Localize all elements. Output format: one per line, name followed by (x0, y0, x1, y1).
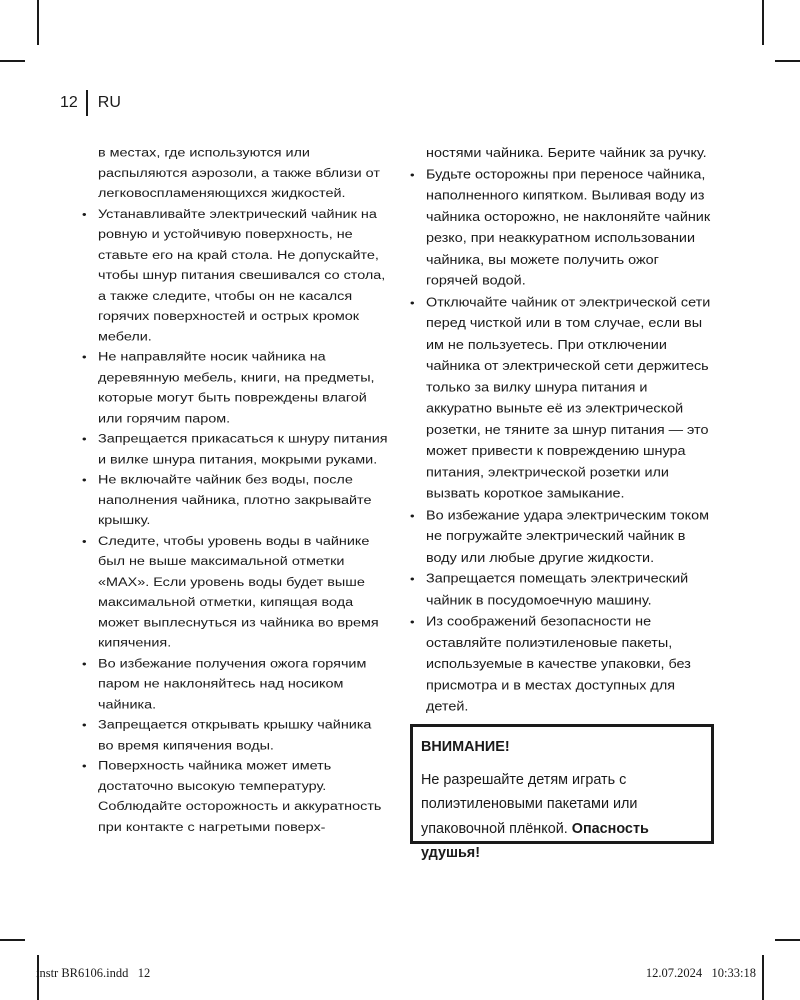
danger-note: Опасность удушья! (421, 820, 649, 861)
list-item: • Отключайте чайник от электрической сети перед чисткой или в том случае, если вы им не пользуетесь. При отключении чайника от электрической сети держитесь только за вилку шнура питания и аккуратно выньте её из электрической розетки, не тяните за шнур питания — это может привести к повреждению шнура питания, электрической розетки или вызвать короткое замыкание. (426, 292, 714, 505)
warning-message: Не разрешайте детям играть с полиэтиленовыми пакетами или упаковочной плёнкой. (421, 771, 638, 837)
list-item: • Будьте осторожны при переносе чайника, наполненного кипятком. Выливая воду из чайника осторожно, не наклоняйте чайник резко, при неаккуратном использовании чайника, вы можете получить ожог горячей водой. (426, 164, 714, 292)
list-item: • Во избежание удара электрическим током не погружайте электрический чайник в воду или любые другие жидкости. (426, 505, 714, 569)
safety-list-right (426, 164, 714, 718)
list-item: • Запрещается помещать электрический чайник в посудомоечную машину. (426, 569, 714, 612)
page-header (60, 90, 121, 116)
warning-box (410, 724, 714, 861)
list-item: • Не включайте чайник без воды, после наполнения чайника, плотно закрывайте крышку. (98, 470, 390, 531)
warning-title: ВНИМАНИЕ! (421, 739, 510, 755)
crop-mark (762, 0, 764, 45)
list-item: • Запрещается прикасаться к шнуру питания и вилке шнура питания, мокрыми руками. (98, 429, 390, 470)
crop-mark (37, 0, 39, 45)
list-item: • Запрещается открывать крышку чайника во время кипячения воды. (98, 715, 390, 756)
crop-mark (775, 939, 800, 941)
list-item: • Из соображений безопасности не оставляйте полиэтиленовые пакеты, используемые в качестве упаковки, без присмотра и в местах доступных для детей. (426, 611, 714, 717)
list-item: • Не направляйте носик чайника на деревянную мебель, книги, на предметы, которые могут быть повреждены влагой или горячим паром. (98, 347, 390, 429)
list-item: • Во избежание получения ожога горячим паром не наклоняйтесь над носиком чайника. (98, 654, 390, 715)
footer-datetime: 12.07.2024 10:33:18 (645, 966, 756, 980)
footer-filename: instr BR6106.indd 12 (36, 966, 151, 980)
right-column (426, 143, 714, 718)
page-number: 12 (60, 94, 78, 111)
warning-text (421, 768, 704, 866)
crop-mark (0, 939, 25, 941)
safety-list-left (98, 204, 390, 837)
continued-paragraph: ностями чайника. Берите чайник за ручку. (426, 146, 707, 161)
crop-mark (775, 60, 800, 62)
list-item: • Следите, чтобы уровень воды в чайнике был не выше максимальной отметки «MAX». Если уровень воды будет выше максимальной отметки, кипящая вода может выплеснуться из чайника во время кипячения. (98, 531, 390, 654)
left-column (98, 143, 390, 838)
crop-mark (0, 60, 25, 62)
list-item: • Устанавливайте электрический чайник на ровную и устойчивую поверхность, не ставьте его на край стола. Не допускайте, чтобы шнур питания свешивался со стола, а также следите, чтобы он не касался горячих поверхностей и острых кромок мебели. (98, 204, 390, 347)
continued-paragraph: в местах, где используются или распыляются аэрозоли, а также вблизи от легковоспламеняющихся жидкостей. (98, 146, 380, 201)
crop-mark (762, 955, 764, 1000)
list-item: • Поверхность чайника может иметь достаточно высокую температуру. Соблюдайте осторожность и аккуратность при контакте с нагретыми поверх- (98, 756, 390, 838)
language-label: RU (97, 94, 121, 111)
